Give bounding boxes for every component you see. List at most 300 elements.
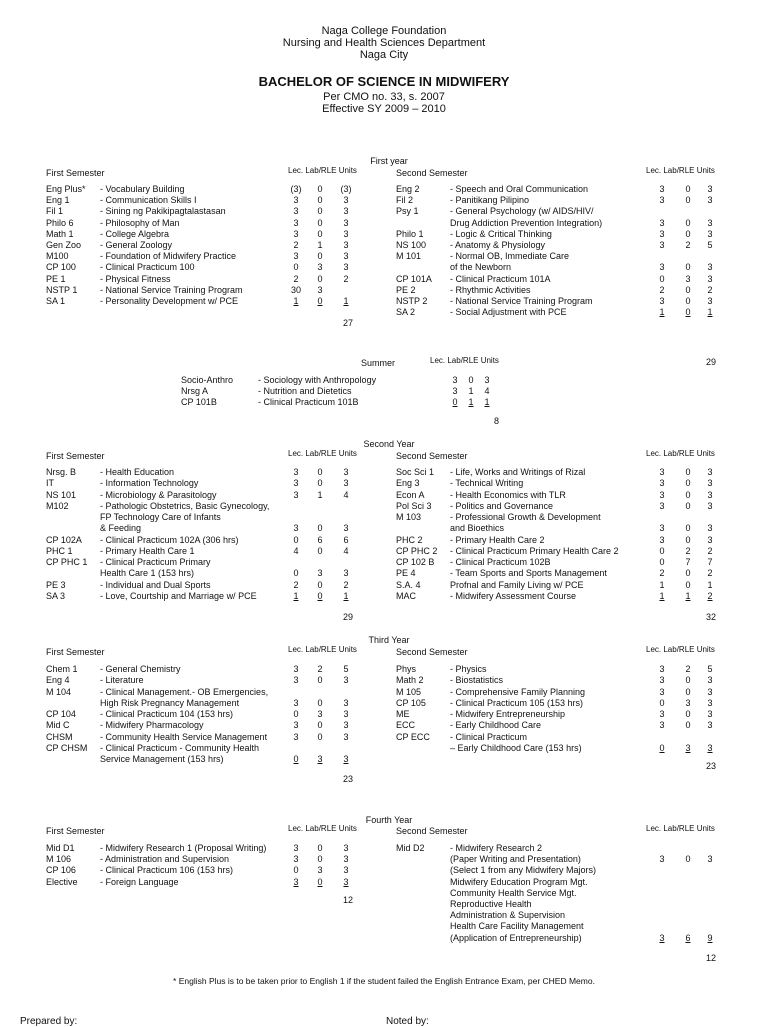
lecture-hours: 3 — [293, 843, 299, 853]
lab-rle-hours: 0 — [317, 523, 323, 534]
course-description: - Clinical Practicum Primary — [100, 557, 211, 567]
lab-rle-hours: 0 — [317, 720, 323, 731]
column-header: Lec. Lab/RLE Units — [646, 645, 715, 654]
course-description: - Team Sports and Sports Management — [450, 568, 607, 579]
semester-total: 23 — [706, 761, 717, 771]
lab-rle-hours: 0 — [317, 195, 323, 206]
course-code: M 104 — [46, 686, 72, 697]
units: 1 — [484, 397, 490, 408]
course-code: SA 3 — [46, 590, 66, 601]
lecture-hours: 3 — [659, 523, 665, 534]
course-code: ME — [396, 709, 410, 719]
course-code: CP CHSM — [46, 742, 88, 753]
lecture-hours: 3 — [659, 489, 665, 500]
course-description: Administration & Supervision — [450, 910, 566, 921]
lecture-hours: 0 — [293, 865, 299, 876]
table-row — [0, 274, 768, 285]
lab-rle-hours: 0 — [317, 876, 323, 887]
table-row — [0, 687, 768, 698]
lecture-hours: 4 — [293, 545, 299, 556]
lab-rle-hours: 0 — [317, 273, 323, 284]
course-description: - Vocabulary Building — [100, 184, 185, 194]
course-description: FP Technology Care of Infants — [100, 512, 221, 522]
semester-label: First Semester — [46, 451, 105, 461]
table-row — [0, 933, 768, 944]
lab-rle-hours: 0 — [685, 262, 691, 273]
lecture-hours: 3 — [452, 386, 458, 397]
semester-label: First Semester — [46, 168, 105, 178]
units: 3 — [343, 195, 349, 206]
course-description: Profnal and Family Living w/ PCE — [450, 579, 584, 590]
table-row — [0, 523, 768, 534]
semester-total: 29 — [706, 357, 717, 367]
course-code: M 106 — [46, 854, 72, 865]
units: 1 — [707, 307, 713, 318]
lab-rle-hours: 1 — [468, 397, 474, 408]
lecture-hours: 3 — [659, 195, 665, 206]
course-description: - Clinical Practicum Primary Health Care 2 — [450, 545, 619, 556]
course-code: MAC — [396, 590, 416, 601]
lab-rle-hours: 0 — [317, 251, 323, 262]
semester-label: Second Semester — [396, 826, 468, 836]
table-row — [0, 664, 768, 675]
course-description: - Administration and Supervision — [100, 854, 230, 865]
lecture-hours: 3 — [293, 731, 299, 742]
course-description: - Politics and Governance — [450, 500, 554, 511]
lecture-hours: 2 — [659, 284, 665, 295]
course-code: CP 104 — [46, 709, 76, 719]
lecture-hours: 1 — [659, 590, 665, 601]
course-description: - Clinical Practicum 106 (153 hrs) — [100, 865, 234, 876]
course-code: Math 2 — [396, 675, 424, 686]
semester-total: 29 — [343, 612, 354, 622]
course-description: - Early Childhood Care — [450, 720, 542, 731]
course-code: Fil 1 — [46, 206, 64, 217]
prepared-by-label: Prepared by: — [20, 1016, 78, 1027]
summer-label: Summer — [361, 358, 396, 368]
course-description: (Application of Entrepreneurship) — [450, 932, 582, 943]
course-code: M 105 — [396, 686, 422, 697]
table-row — [0, 512, 768, 523]
column-header: Lec. Lab/RLE Units — [646, 824, 715, 833]
units: 5 — [343, 664, 349, 674]
lecture-hours: 0 — [293, 568, 299, 579]
lab-rle-hours: 0 — [685, 854, 691, 865]
table-row — [0, 296, 768, 307]
course-description: - Clinical Practicum 102B — [450, 557, 551, 567]
semester-total: 27 — [343, 318, 354, 328]
course-description: - Health Economics with TLR — [450, 489, 566, 500]
units: 3 — [343, 523, 349, 534]
course-description: - Community Health Service Management — [100, 731, 268, 742]
table-row — [0, 184, 768, 195]
course-code: Econ A — [396, 489, 425, 500]
course-description: - Primary Health Care 2 — [450, 534, 545, 545]
course-description: Health Care 1 (153 hrs) — [100, 568, 195, 579]
lab-rle-hours: 0 — [685, 534, 691, 545]
lab-rle-hours: 0 — [685, 675, 691, 686]
lab-rle-hours: 0 — [317, 478, 323, 489]
lab-rle-hours: 0 — [685, 686, 691, 697]
lecture-hours: 3 — [293, 206, 299, 217]
course-code: CP 106 — [46, 865, 76, 876]
table-row — [0, 262, 768, 273]
units: 2 — [707, 568, 713, 579]
units: 3 — [343, 675, 349, 686]
course-description: - Midwifery Entrepreneurship — [450, 709, 566, 719]
lecture-hours: 3 — [293, 195, 299, 206]
units: 3 — [707, 296, 713, 306]
lecture-hours: 3 — [659, 709, 665, 719]
semester-total: 32 — [706, 612, 717, 622]
course-code: SA 1 — [46, 296, 66, 306]
lab-rle-hours: 3 — [317, 865, 323, 876]
course-description: - Information Technology — [100, 478, 199, 489]
course-description: and Bioethics — [450, 523, 505, 534]
lecture-hours: 3 — [659, 262, 665, 273]
column-header: Lec. Lab/RLE Units — [646, 449, 715, 458]
units: 9 — [707, 932, 713, 943]
table-row — [0, 501, 768, 512]
year-label: First year — [370, 156, 408, 166]
units: 2 — [707, 590, 713, 601]
lecture-hours: 0 — [293, 262, 299, 273]
lecture-hours: 3 — [293, 228, 299, 239]
units: 3 — [343, 467, 349, 477]
semester-label: Second Semester — [396, 647, 468, 657]
lab-rle-hours: 1 — [468, 386, 474, 397]
units: 1 — [343, 296, 349, 306]
course-description: Reproductive Health — [450, 899, 532, 909]
lecture-hours: 3 — [293, 217, 299, 228]
lecture-hours: 2 — [293, 579, 299, 590]
course-description: - Clinical Practicum 104 (153 hrs) — [100, 709, 234, 719]
units: 4 — [484, 386, 490, 397]
lecture-hours: 3 — [659, 240, 665, 250]
course-description: - Clinical Practicum - Community Health — [100, 742, 260, 753]
units: 3 — [343, 251, 349, 262]
course-code: CP 102 B — [396, 557, 435, 567]
units: 7 — [707, 557, 713, 567]
course-description: - Individual and Dual Sports — [100, 579, 211, 590]
table-row — [0, 397, 768, 408]
table-row — [0, 865, 768, 876]
course-description: High Risk Pregnancy Management — [100, 697, 240, 708]
lab-rle-hours: 0 — [685, 228, 691, 239]
course-description: - Clinical Practicum 102A (306 hrs) — [100, 534, 239, 545]
units: 3 — [707, 467, 713, 477]
course-code: Elective — [46, 876, 78, 887]
units: 3 — [484, 375, 490, 385]
course-code: M102 — [46, 500, 69, 511]
course-code: NS 101 — [46, 489, 77, 500]
lecture-hours: 3 — [659, 854, 665, 865]
course-code: Mid D1 — [46, 843, 75, 853]
lab-rle-hours: 1 — [685, 590, 691, 601]
lab-rle-hours: 3 — [685, 742, 691, 753]
lab-rle-hours: 2 — [685, 664, 691, 674]
units: 3 — [707, 720, 713, 731]
lecture-hours: 3 — [293, 489, 299, 500]
table-row — [0, 285, 768, 296]
lecture-hours: 3 — [293, 478, 299, 489]
table-row — [0, 568, 768, 579]
course-code: PHC 1 — [46, 545, 73, 556]
units: 3 — [707, 675, 713, 686]
course-description: - Clinical Management.- OB Emergencies, — [100, 686, 269, 697]
column-header: Lec. Lab/RLE Units — [288, 166, 357, 175]
table-row — [0, 754, 768, 765]
course-code: ECC — [396, 720, 416, 731]
course-description: (Paper Writing and Presentation) — [450, 854, 581, 865]
course-description: - Physics — [450, 664, 487, 674]
units: 3 — [707, 854, 713, 865]
course-code: Fil 2 — [396, 195, 414, 206]
lecture-hours: 2 — [293, 240, 299, 250]
course-code: Soc Sci 1 — [396, 467, 435, 477]
course-code: IT — [46, 478, 54, 489]
lecture-hours: 3 — [293, 467, 299, 477]
lab-rle-hours: 0 — [685, 579, 691, 590]
lab-rle-hours: 2 — [685, 240, 691, 250]
course-description: - Clinical Practicum 105 (153 hrs) — [450, 697, 584, 708]
course-code: CHSM — [46, 731, 73, 742]
lab-rle-hours: 0 — [317, 854, 323, 865]
units: 3 — [707, 273, 713, 284]
course-code: CP ECC — [396, 731, 430, 742]
course-description: Community Health Service Mgt. — [450, 887, 577, 898]
year-label: Third Year — [368, 635, 410, 645]
lecture-hours: 3 — [293, 876, 299, 887]
lab-rle-hours: 0 — [685, 568, 691, 579]
course-description: - National Service Training Program — [450, 296, 593, 306]
lecture-hours: 3 — [659, 932, 665, 943]
lab-rle-hours: 1 — [317, 489, 323, 500]
lecture-hours: 3 — [293, 523, 299, 534]
course-code: Eng 3 — [396, 478, 420, 489]
course-code: Nrsg A — [181, 386, 209, 397]
table-row — [0, 854, 768, 865]
course-description: - National Service Training Program — [100, 284, 243, 295]
lab-rle-hours: 3 — [317, 568, 323, 579]
lecture-hours: 3 — [452, 375, 458, 385]
course-description: - General Zoology — [100, 240, 173, 250]
table-row — [0, 535, 768, 546]
lecture-hours: 0 — [659, 273, 665, 284]
lab-rle-hours: 1 — [317, 240, 323, 250]
units: 3 — [707, 195, 713, 206]
units: 3 — [707, 217, 713, 228]
department-name: Nursing and Health Sciences Department — [282, 37, 486, 49]
cmo-reference: Per CMO no. 33, s. 2007 — [323, 91, 445, 103]
lecture-hours: 3 — [659, 720, 665, 731]
table-row — [0, 720, 768, 731]
course-code: M 103 — [396, 512, 422, 522]
units: (3) — [340, 184, 352, 194]
course-description: - Midwifery Research 2 — [450, 843, 543, 853]
course-code: CP 105 — [396, 697, 426, 708]
table-row — [0, 251, 768, 262]
lecture-hours: 3 — [293, 251, 299, 262]
lecture-hours: 3 — [659, 686, 665, 697]
course-code: PE 1 — [46, 273, 66, 284]
lab-rle-hours: 3 — [317, 754, 323, 764]
lab-rle-hours: 0 — [317, 296, 323, 306]
units: 3 — [707, 262, 713, 273]
table-row — [0, 386, 768, 397]
lab-rle-hours: 6 — [317, 534, 323, 545]
course-description: - Pathologic Obstetrics, Basic Gynecology, — [100, 500, 270, 511]
lecture-hours: 2 — [293, 273, 299, 284]
course-description: – Early Childhood Care (153 hrs) — [450, 742, 582, 753]
semester-total: 12 — [706, 953, 717, 963]
table-row — [0, 307, 768, 318]
lab-rle-hours: 0 — [317, 675, 323, 686]
lecture-hours: 0 — [293, 534, 299, 545]
footnote: * English Plus is to be taken prior to English 1 if the student failed the English Entrance Exam, per CHED Memo. — [173, 976, 595, 986]
lecture-hours: 3 — [659, 500, 665, 511]
course-description: - Comprehensive Family Planning — [450, 686, 586, 697]
table-row — [0, 218, 768, 229]
lecture-hours: 3 — [659, 675, 665, 686]
course-description: Health Care Facility Management — [450, 921, 584, 932]
course-code: S.A. 4 — [396, 579, 421, 590]
units: 3 — [707, 500, 713, 511]
units: 3 — [343, 720, 349, 731]
lecture-hours: 3 — [293, 854, 299, 865]
units: 3 — [343, 240, 349, 250]
course-code: Pol Sci 3 — [396, 500, 432, 511]
units: 3 — [707, 184, 713, 194]
table-row — [0, 546, 768, 557]
course-description: - Normal OB, Immediate Care — [450, 251, 570, 262]
units: 3 — [707, 742, 713, 753]
course-description: - Love, Courtship and Marriage w/ PCE — [100, 590, 257, 601]
units: 1 — [707, 579, 713, 590]
lecture-hours: 0 — [293, 754, 299, 764]
lab-rle-hours: 0 — [685, 478, 691, 489]
lab-rle-hours: 0 — [317, 579, 323, 590]
lab-rle-hours: 2 — [685, 545, 691, 556]
course-description: - Anatomy & Physiology — [450, 240, 546, 250]
table-row — [0, 899, 768, 910]
lecture-hours: 3 — [293, 697, 299, 708]
course-description: - Primary Health Care 1 — [100, 545, 195, 556]
lecture-hours: 1 — [659, 307, 665, 318]
lab-rle-hours: 0 — [317, 545, 323, 556]
column-header: Lec. Lab/RLE Units — [646, 166, 715, 175]
course-code: Philo 1 — [396, 228, 424, 239]
lab-rle-hours: 0 — [317, 731, 323, 742]
semester-total: 12 — [343, 895, 354, 905]
table-row — [0, 743, 768, 754]
semester-total: 23 — [343, 774, 354, 784]
course-code: SA 2 — [396, 307, 416, 318]
semester-label: First Semester — [46, 826, 105, 836]
table-row — [0, 709, 768, 720]
units: 3 — [343, 731, 349, 742]
course-code: Mid C — [46, 720, 70, 731]
lab-rle-hours: 0 — [685, 296, 691, 306]
lab-rle-hours: 6 — [685, 932, 691, 943]
course-code: CP 101B — [181, 397, 217, 408]
lecture-hours: 3 — [293, 675, 299, 686]
course-description: - Foreign Language — [100, 876, 179, 887]
summer-total: 8 — [494, 416, 500, 426]
table-row — [0, 877, 768, 888]
course-description: - Logic & Critical Thinking — [450, 228, 552, 239]
course-code: PE 3 — [46, 579, 66, 590]
units: 3 — [343, 697, 349, 708]
course-code: Psy 1 — [396, 206, 419, 217]
lab-rle-hours: 0 — [685, 709, 691, 719]
table-row — [0, 591, 768, 602]
course-description: - Midwifery Research 1 (Proposal Writing) — [100, 843, 267, 853]
lab-rle-hours: 0 — [685, 489, 691, 500]
course-description: Drug Addiction Prevention Integration) — [450, 217, 603, 228]
column-header: Lec. Lab/RLE Units — [288, 824, 357, 833]
lecture-hours: 30 — [290, 284, 301, 295]
course-code: Math 1 — [46, 228, 74, 239]
course-description: - Biostatistics — [450, 675, 504, 686]
course-code: CP PHC 1 — [46, 557, 88, 567]
lab-rle-hours: 3 — [317, 284, 323, 295]
units: 3 — [343, 709, 349, 719]
lab-rle-hours: 0 — [317, 184, 323, 194]
semester-label: First Semester — [46, 647, 105, 657]
units: 3 — [707, 697, 713, 708]
lab-rle-hours: 2 — [317, 664, 323, 674]
course-description: - Midwifery Assessment Course — [450, 590, 577, 601]
lecture-hours: 3 — [659, 217, 665, 228]
course-code: CP PHC 2 — [396, 545, 438, 556]
units: 3 — [343, 568, 349, 579]
units: 3 — [343, 478, 349, 489]
course-code: Eng 1 — [46, 195, 70, 206]
effective-year: Effective SY 2009 – 2010 — [322, 103, 446, 115]
course-code: NS 100 — [396, 240, 427, 250]
column-header: Lec. Lab/RLE Units — [430, 356, 499, 365]
course-description: Service Management (153 hrs) — [100, 754, 224, 764]
course-code: Mid D2 — [396, 843, 425, 853]
units: 3 — [707, 523, 713, 534]
table-row — [0, 921, 768, 932]
table-row — [0, 675, 768, 686]
lab-rle-hours: 0 — [685, 523, 691, 534]
course-code: CP 102A — [46, 534, 82, 545]
lecture-hours: 1 — [659, 579, 665, 590]
lab-rle-hours: 0 — [685, 467, 691, 477]
course-code: Phys — [396, 664, 417, 674]
column-header: Lec. Lab/RLE Units — [288, 645, 357, 654]
course-description: - Sining ng Pakikipagtalastasan — [100, 206, 226, 217]
course-code: Chem 1 — [46, 664, 78, 674]
table-row — [0, 467, 768, 478]
course-description: - Foundation of Midwifery Practice — [100, 251, 237, 262]
table-row — [0, 490, 768, 501]
units: 3 — [707, 686, 713, 697]
lab-rle-hours: 0 — [317, 843, 323, 853]
table-row — [0, 888, 768, 899]
lecture-hours: (3) — [290, 184, 302, 194]
table-row — [0, 195, 768, 206]
units: 2 — [343, 579, 349, 590]
units: 2 — [707, 545, 713, 556]
course-description: - Panitikang Pilipino — [450, 195, 530, 206]
college-name: Naga College Foundation — [321, 25, 447, 37]
course-description: - Clinical Practicum — [450, 731, 528, 742]
lecture-hours: 0 — [659, 545, 665, 556]
